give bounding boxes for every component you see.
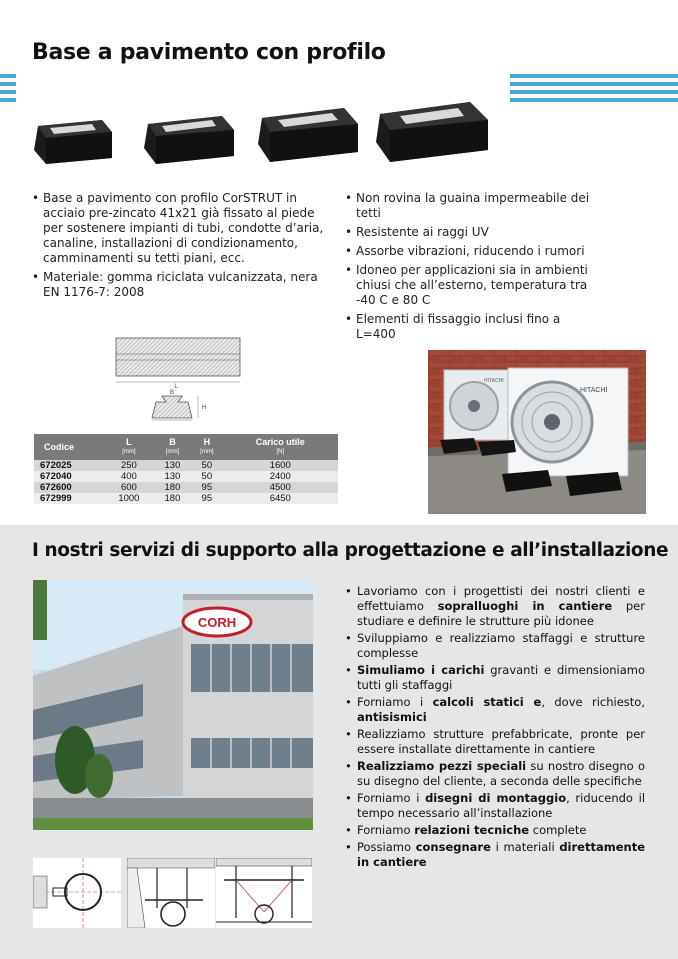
col-header-carico: Carico utile [N] [223,434,338,460]
cell-b: 130 [154,471,191,482]
service-text: i materiali [490,840,560,854]
service-text: Lavoriamo con i progettisti dei nostri clienti e effettuiamo [357,584,645,613]
service-text: Sviluppiamo e realizziamo staffaggi e strutture complesse [357,631,645,660]
service-item [345,727,645,757]
cell-codice: 672040 [34,471,104,482]
product-image-base-1000 [374,98,490,166]
product-image-base-250 [32,116,114,168]
cell-h: 50 [191,460,222,471]
drawing-label-h: H [202,405,207,411]
col-header-l: L [mm] [104,434,154,460]
feature-item: • Materiale: gomma riciclata vulcanizzata, nera EN 1176-7: 2008 [32,270,324,300]
table-row [34,460,338,471]
service-text: Forniamo i [357,791,426,805]
unit-brand-label: HITACHI [484,378,504,384]
cell-codice: 672025 [34,460,104,471]
product-features-right [345,191,603,346]
unit-brand-label: HITACHI [580,387,608,394]
installation-photo [428,350,646,514]
table-header-row [34,434,338,460]
service-highlight: sopralluoghi in cantiere [437,599,613,613]
service-text: Realizziamo strutture prefabbricate, pronte per essere installate direttamente in cantiere [357,727,645,756]
cell-h: 50 [191,471,222,482]
cell-carico: 1600 [223,460,338,471]
service-highlight: antisismici [357,710,427,724]
service-item [345,759,645,789]
bracket-drawing [127,858,215,928]
service-text: per studiare e definire le strutture più idonee [357,599,645,628]
cell-h: 95 [191,482,222,493]
cell-codice: 672999 [34,493,104,504]
service-text: su nostro disegno o su disegno del cliente, a seconda delle specifiche [357,759,645,788]
service-text: Possiamo [357,840,416,854]
company-logo: CORH [197,615,237,630]
service-highlight: disegni di montaggio [425,791,567,805]
service-text: , dove richiesto, [541,695,646,709]
service-text: complete [529,823,587,837]
decorative-stripes-right [510,74,678,126]
service-item [345,663,645,693]
decorative-stripes-left [0,74,16,126]
feature-item: • Base a pavimento con profilo CorSTRUT in acciaio pre-zincato 41x21 già fissato al piede per sostenere impianti di tubi, condotte d’aria, canaline, installazioni di condizionamento, camminamenti su tetti piani, ecc. [32,191,324,266]
service-item [345,840,645,870]
cell-b: 180 [154,482,191,493]
service-highlight: direttamente in cantiere [357,840,645,869]
product-features-left [32,191,324,304]
pipe-clamp-drawing [33,858,121,928]
cell-carico: 4500 [223,482,338,493]
service-text: Forniamo i [357,695,433,709]
drawing-label-b: B [169,390,175,396]
page-title: Base a pavimento con profilo [32,40,386,65]
feature-item: • Assorbe vibrazioni, riducendo i rumori [345,244,603,259]
cell-l: 1000 [104,493,154,504]
service-highlight: Realizziamo pezzi speciali [357,759,527,773]
service-text: Forniamo [357,823,415,837]
cell-b: 130 [154,460,191,471]
cell-l: 600 [104,482,154,493]
drawing-label-l: L [174,384,178,390]
service-highlight: Simuliamo i carichi [357,663,485,677]
service-highlight: relazioni tecniche [414,823,530,837]
table-row [34,482,338,493]
cell-carico: 2400 [223,471,338,482]
cell-h: 95 [191,493,222,504]
col-header-h: H [mm] [191,434,222,460]
spec-table [34,434,338,504]
feature-item: • Idoneo per applicazioni sia in ambienti chiusi che all’esterno, temperatura tra -40 C e 80 C [345,263,603,308]
cell-codice: 672600 [34,482,104,493]
service-item [345,631,645,661]
cell-carico: 6450 [223,493,338,504]
service-item [345,695,645,725]
feature-item: • Resistente ai raggi UV [345,225,603,240]
table-row [34,471,338,482]
building-photo [33,580,313,830]
service-text: gravanti e dimensioniamo tutti gli staffaggi [357,663,646,692]
assembly-drawing [216,858,312,928]
table-row [34,493,338,504]
feature-item: • Non rovina la guaina impermeabile dei tetti [345,191,603,221]
service-text: , riducendo il tempo necessario all’installazione [357,791,646,820]
technical-drawing [112,336,244,422]
col-header-codice: Codice [34,434,104,460]
services-list [345,584,645,872]
service-item [345,584,645,629]
product-image-base-400 [142,112,236,168]
service-item [345,791,645,821]
service-item [345,823,645,838]
col-header-b: B [mm] [154,434,191,460]
service-highlight: consegnare [415,840,491,854]
feature-item: • Elementi di fissaggio inclusi fino a L=400 [345,312,603,342]
cell-l: 250 [104,460,154,471]
services-title: I nostri servizi di supporto alla progettazione e all’installazione [32,540,669,561]
product-image-base-600 [256,104,360,166]
cell-b: 180 [154,493,191,504]
service-highlight: calcoli statici e [432,695,542,709]
cell-l: 400 [104,471,154,482]
